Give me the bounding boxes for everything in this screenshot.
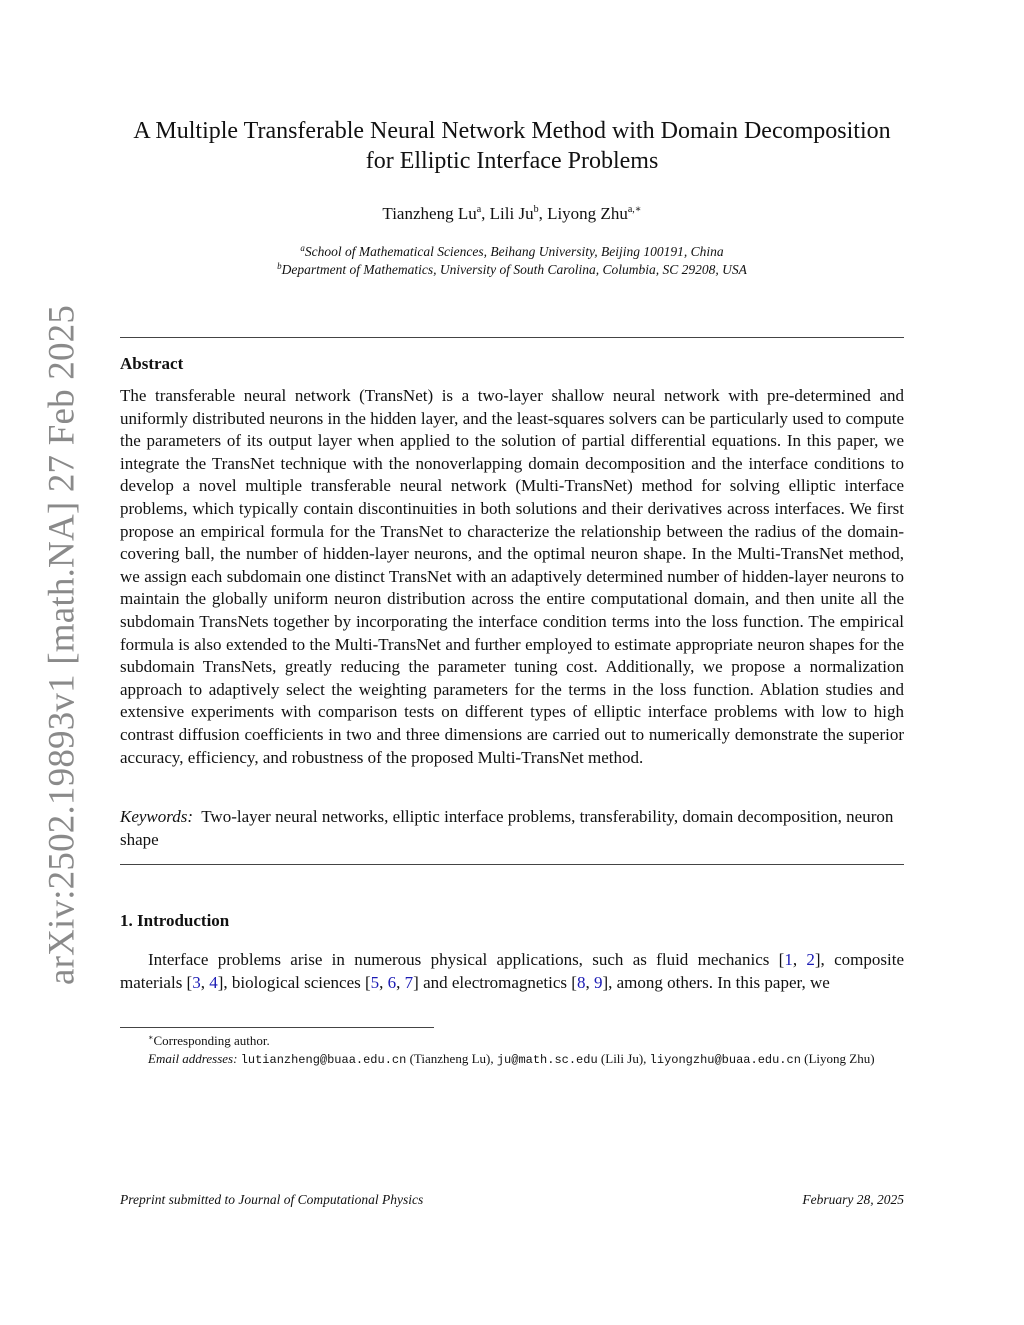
- email-label: Email addresses:: [148, 1051, 238, 1066]
- intro-text: ], composite materials [: [120, 950, 904, 992]
- author-name: Tianzheng Lu: [382, 204, 477, 223]
- citation-link[interactable]: 1: [784, 950, 793, 969]
- preprint-notice: Preprint submitted to Journal of Computational Physics: [120, 1192, 424, 1207]
- abstract-top-rule: [120, 337, 904, 338]
- footnote-corresponding-text: Corresponding author.: [153, 1033, 270, 1048]
- abstract-bottom-rule: [120, 864, 904, 865]
- title-line-1: A Multiple Transferable Neural Network Method with Domain Decomposition: [133, 118, 891, 144]
- citation-link[interactable]: 4: [209, 973, 218, 992]
- citation-link[interactable]: 2: [806, 950, 815, 969]
- affiliation: [120, 243, 904, 261]
- affiliation-mark: b: [277, 261, 282, 271]
- preprint-date: February 28, 2025: [802, 1192, 904, 1207]
- affiliation-text: Department of Mathematics, University of South Carolina, Columbia, SC 29208, USA: [281, 262, 747, 277]
- email-owner: (Liyong Zhu): [804, 1051, 875, 1066]
- email-address[interactable]: lutianzheng@buaa.edu.cn: [240, 1053, 407, 1067]
- paper-title: [120, 116, 904, 176]
- title-line-2: for Elliptic Interface Problems: [365, 148, 659, 174]
- keywords: [120, 806, 904, 851]
- email-address[interactable]: ju@math.sc.edu: [496, 1053, 598, 1067]
- citation-link[interactable]: 5: [370, 973, 380, 992]
- author-name: Liyong Zhu: [547, 204, 628, 223]
- section-heading-introduction: 1. Introduction: [120, 911, 230, 930]
- email-owner: (Tianzheng Lu): [409, 1051, 491, 1066]
- author-list: Tianzheng Lu$^a$, Lili Ju$^b$, Liyong Zhu$^{a,∗}$: [382, 204, 642, 223]
- citation-link[interactable]: 8: [576, 973, 586, 992]
- citation-link[interactable]: 9: [593, 973, 603, 992]
- arxiv-identifier-stamp: arXiv:2502.19893v1 [math.NA] 27 Feb 2025: [41, 304, 83, 986]
- author-affiliation-mark: b: [533, 204, 539, 215]
- affiliation-text: School of Mathematical Sciences, Beihang University, Beijing 100191, China: [304, 244, 724, 259]
- email-address[interactable]: liyongzhu@buaa.edu.cn: [649, 1053, 801, 1067]
- citation-link[interactable]: 6: [387, 973, 397, 992]
- footnote-corresponding: [120, 1032, 932, 1050]
- citation-link[interactable]: 3: [192, 973, 201, 992]
- introduction-paragraph: Interface problems arise in numerous physical applications, such as fluid mechanics [1, 2], composite materials [3, 4], biological sciences [5, 6, 7] and electromagnetics [8, 9], among others. In this paper, we: [120, 950, 904, 992]
- keywords-text: Two-layer neural networks, elliptic interface problems, transferability, domain decomposition, neuron shape: [120, 807, 894, 849]
- email-owner: (Lili Ju): [600, 1051, 644, 1066]
- affiliation-mark: a: [300, 243, 305, 253]
- abstract-text: The transferable neural network (TransNet) is a two-layer shallow neural network with pre-determined and uniformly distributed neurons in the hidden layer, and the least-squares solvers can be particularly used to compute the parameters of its output layer when applied to the solution of partial differential equations. In this paper, we integrate the TransNet technique with the nonoverlapping domain decomposition and the interface conditions to develop a novel multiple transferable neural network (Multi-TransNet) method for solving elliptic interface problems, which typically contain discontinuities in both solutions and their derivatives across interfaces. We first propose an empirical formula for the TransNet to characterize the relationship between the radius of the domain-covering ball, the number of hidden-layer neurons, and the optimal neuron shape. In the Multi-TransNet method, we assign each subdomain one distinct TransNet with an adaptively determined number of hidden-layer neurons to maintain the globally uniform neuron distribution across the entire computational domain, and then unite all the subdomain TransNets together by incorporating the interface condition terms into the loss function. The empirical formula is also extended to the Multi-TransNet and further employed to estimate appropriate neuron shapes for the subdomain TransNets, greatly reducing the parameter tuning cost. Additionally, we propose a normalization approach to adaptively select the weighting parameters for the terms in the loss function. Ablation studies and extensive experiments with comparison tests on different types of elliptic interface problems with low to high contrast diffusion coefficients in two and three dimensions are carried out to numerically demonstrate the superior accuracy, efficiency, and robustness of the proposed Multi-TransNet method.: [120, 386, 904, 767]
- abstract-heading: Abstract: [120, 354, 184, 373]
- intro-text: ], among others. In this paper, we: [602, 973, 830, 992]
- keywords-label: Keywords:: [120, 807, 194, 826]
- intro-text: ], biological sciences [: [217, 973, 371, 992]
- citation-link[interactable]: 7: [404, 973, 414, 992]
- footnote-mark: ∗: [148, 1033, 154, 1042]
- author-affiliation-mark: a: [476, 204, 482, 215]
- footnote-emails: Email addresses: lutianzheng@buaa.edu.cn (Tianzheng Lu), ju@math.sc.edu (Lili Ju), liyongzhu@buaa.edu.cn (Liyong Zhu): [148, 1051, 875, 1067]
- intro-text: ] and electromagnetics [: [413, 973, 577, 992]
- footnote-rule: [120, 1027, 434, 1028]
- author-affiliation-mark: a,∗: [627, 204, 642, 215]
- author-name: Lili Ju: [489, 204, 534, 223]
- intro-text: Interface problems arise in numerous physical applications, such as fluid mechanics [: [148, 950, 785, 969]
- affiliation: [120, 261, 904, 279]
